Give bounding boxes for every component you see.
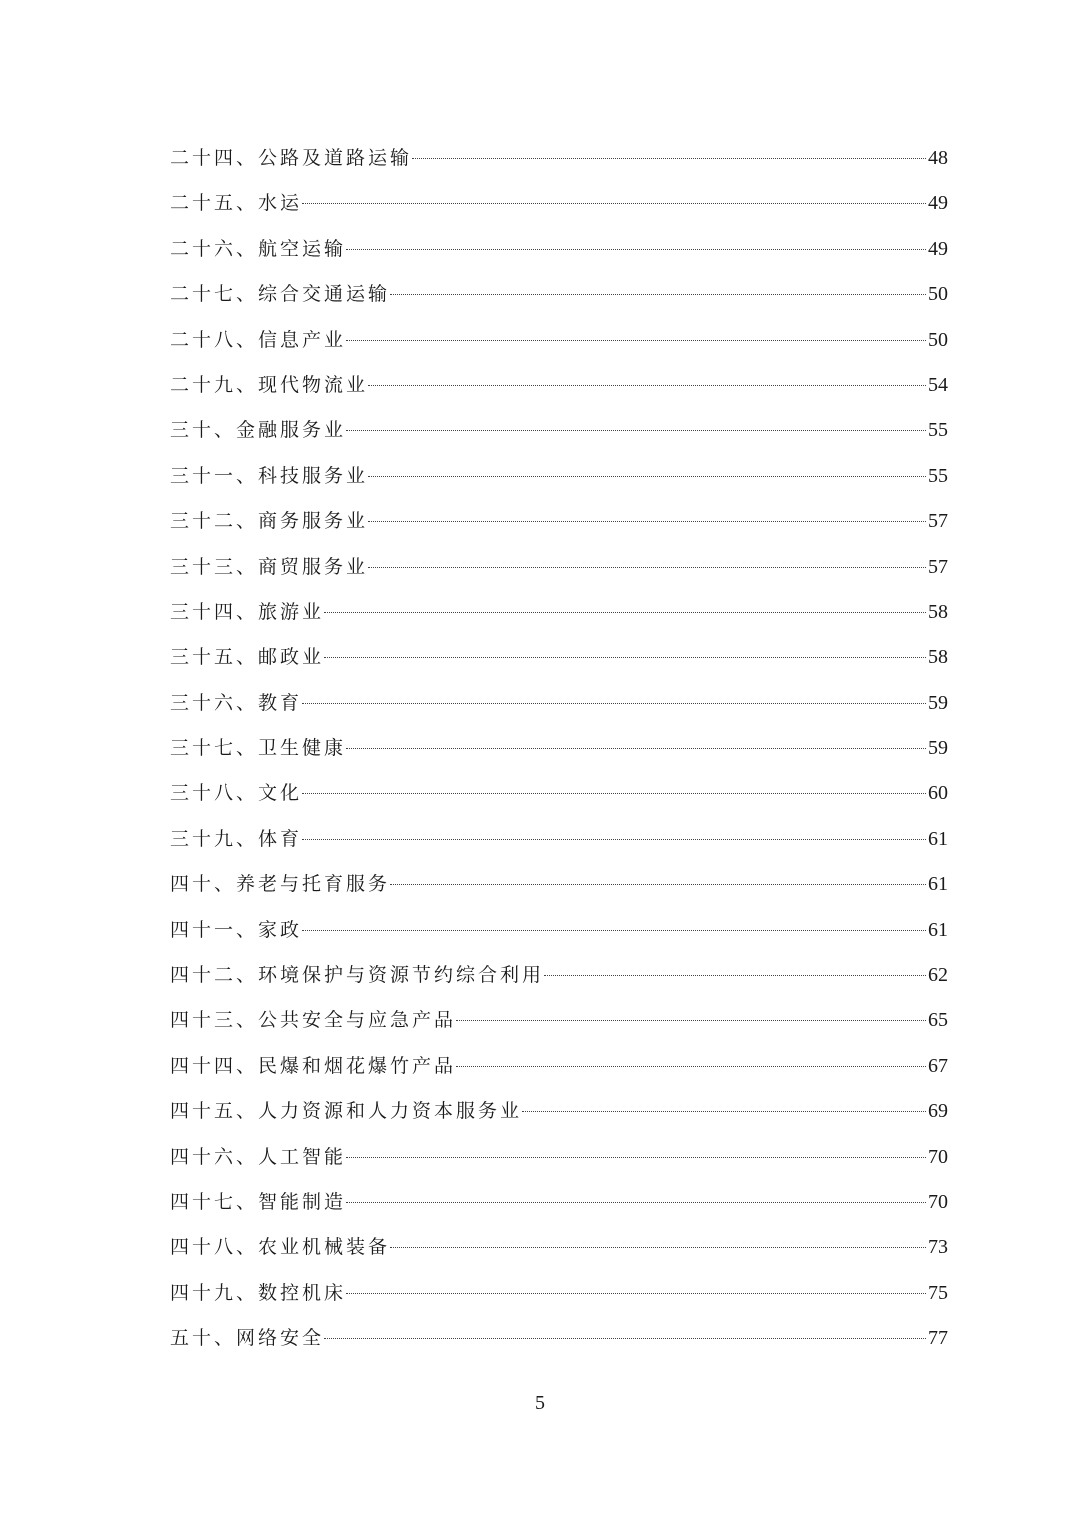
toc-entry-page: 70	[928, 1190, 948, 1213]
toc-dot-leader	[346, 1293, 926, 1294]
toc-dot-leader	[368, 521, 926, 522]
toc-entry-page: 48	[928, 147, 948, 169]
toc-dot-leader	[346, 1202, 926, 1203]
toc-dot-leader	[302, 930, 926, 931]
toc-entry-title: 四十一、家政	[170, 918, 303, 941]
toc-entry-title: 三十四、旅游业	[170, 600, 325, 623]
toc-entry[interactable]	[170, 1089, 948, 1134]
toc-entry-title: 二十五、水运	[170, 192, 303, 215]
toc-entry[interactable]	[170, 908, 948, 953]
toc-entry[interactable]	[170, 1135, 948, 1180]
toc-entry-page: 57	[928, 555, 948, 578]
toc-entry[interactable]	[170, 817, 948, 862]
toc-entry-title: 三十一、科技服务业	[170, 464, 369, 487]
toc-entry-page: 50	[928, 283, 948, 306]
toc-dot-leader	[346, 249, 926, 250]
toc-entry-page: 65	[928, 1009, 948, 1032]
toc-entry-page: 70	[928, 1145, 948, 1168]
toc-entry-title: 三十五、邮政业	[170, 646, 325, 669]
toc-dot-leader	[368, 567, 926, 568]
toc-entry[interactable]	[170, 318, 948, 363]
toc-entry[interactable]	[170, 1316, 948, 1361]
toc-entry-title: 四十二、环境保护与资源节约综合利用	[170, 964, 545, 987]
toc-dot-leader	[324, 657, 926, 658]
toc-entry-page: 50	[928, 328, 948, 351]
toc-entry-title: 三十九、体育	[170, 827, 303, 850]
toc-entry-page: 61	[928, 918, 948, 941]
toc-dot-leader	[324, 1338, 926, 1339]
toc-entry[interactable]	[170, 635, 948, 680]
toc-entry[interactable]	[170, 953, 948, 998]
toc-dot-leader	[346, 340, 926, 341]
toc-entry-page: 77	[928, 1327, 948, 1350]
toc-entry-page: 61	[928, 827, 948, 850]
toc-entry-title: 三十二、商务服务业	[170, 510, 369, 533]
toc-entry[interactable]	[170, 272, 948, 317]
toc-entry-title: 四十四、民爆和烟花爆竹产品	[170, 1054, 457, 1077]
toc-dot-leader	[346, 1157, 926, 1158]
toc-entry-page: 67	[928, 1054, 948, 1077]
toc-dot-leader	[302, 203, 926, 204]
toc-entry-title: 二十四、公路及道路运输	[170, 147, 413, 169]
toc-dot-leader	[390, 294, 926, 295]
toc-entry-page: 59	[928, 737, 948, 760]
page-number: 5	[535, 1392, 545, 1414]
toc-entry[interactable]	[170, 998, 948, 1043]
toc-entry[interactable]	[170, 181, 948, 226]
toc-entry[interactable]	[170, 681, 948, 726]
toc-entry-page: 59	[928, 691, 948, 714]
toc-entry-title: 二十九、现代物流业	[170, 373, 369, 396]
toc-entry-page: 58	[928, 646, 948, 669]
toc-entry[interactable]	[170, 136, 948, 181]
table-of-contents	[170, 136, 948, 1362]
toc-dot-leader	[346, 430, 926, 431]
toc-entry-title: 三十、金融服务业	[170, 419, 347, 442]
toc-dot-leader	[324, 612, 926, 613]
toc-entry[interactable]	[170, 499, 948, 544]
toc-entry-page: 60	[928, 782, 948, 805]
toc-entry-page: 55	[928, 419, 948, 442]
toc-entry-page: 55	[928, 464, 948, 487]
toc-dot-leader	[368, 385, 926, 386]
toc-entry-page: 73	[928, 1236, 948, 1259]
toc-entry-title: 二十七、综合交通运输	[170, 283, 391, 306]
toc-dot-leader	[302, 793, 926, 794]
toc-entry[interactable]	[170, 862, 948, 907]
toc-entry[interactable]	[170, 726, 948, 771]
toc-entry-page: 58	[928, 600, 948, 623]
toc-entry[interactable]	[170, 771, 948, 816]
toc-entry-title: 二十八、信息产业	[170, 328, 347, 351]
toc-dot-leader	[346, 748, 926, 749]
toc-entry-page: 61	[928, 873, 948, 896]
toc-entry[interactable]	[170, 1180, 948, 1225]
toc-entry-title: 四十、养老与托育服务	[170, 873, 391, 896]
toc-entry[interactable]	[170, 227, 948, 272]
toc-dot-leader	[412, 158, 926, 159]
toc-dot-leader	[302, 703, 926, 704]
toc-entry-page: 54	[928, 373, 948, 396]
toc-entry-page: 75	[928, 1281, 948, 1304]
toc-entry[interactable]	[170, 363, 948, 408]
toc-dot-leader	[456, 1020, 926, 1021]
toc-entry[interactable]	[170, 1271, 948, 1316]
toc-entry-title: 二十六、航空运输	[170, 237, 347, 260]
toc-entry[interactable]	[170, 545, 948, 590]
toc-entry-title: 三十六、教育	[170, 691, 303, 714]
toc-entry-page: 62	[928, 964, 948, 987]
toc-entry-title: 三十七、卫生健康	[170, 737, 347, 760]
toc-entry-title: 四十七、智能制造	[170, 1190, 347, 1213]
toc-entry-page: 49	[928, 192, 948, 215]
toc-dot-leader	[544, 975, 926, 976]
toc-entry-title: 三十八、文化	[170, 782, 303, 805]
toc-entry-page: 49	[928, 237, 948, 260]
toc-entry-page: 69	[928, 1100, 948, 1123]
toc-dot-leader	[390, 1247, 926, 1248]
toc-dot-leader	[456, 1066, 926, 1067]
toc-entry-title: 四十三、公共安全与应急产品	[170, 1009, 457, 1032]
toc-entry-title: 四十八、农业机械装备	[170, 1236, 391, 1259]
toc-entry-title: 四十五、人力资源和人力资本服务业	[170, 1100, 523, 1123]
toc-entry[interactable]	[170, 408, 948, 453]
toc-entry[interactable]	[170, 454, 948, 499]
toc-dot-leader	[522, 1111, 926, 1112]
toc-entry[interactable]	[170, 1225, 948, 1270]
toc-entry-title: 五十、网络安全	[170, 1327, 325, 1350]
toc-entry[interactable]	[170, 1044, 948, 1089]
toc-entry-title: 四十六、人工智能	[170, 1145, 347, 1168]
toc-entry-title: 三十三、商贸服务业	[170, 555, 369, 578]
toc-entry-title: 四十九、数控机床	[170, 1281, 347, 1304]
toc-dot-leader	[368, 476, 926, 477]
toc-dot-leader	[302, 839, 926, 840]
toc-dot-leader	[390, 884, 926, 885]
toc-entry[interactable]	[170, 590, 948, 635]
toc-entry-page: 57	[928, 510, 948, 533]
